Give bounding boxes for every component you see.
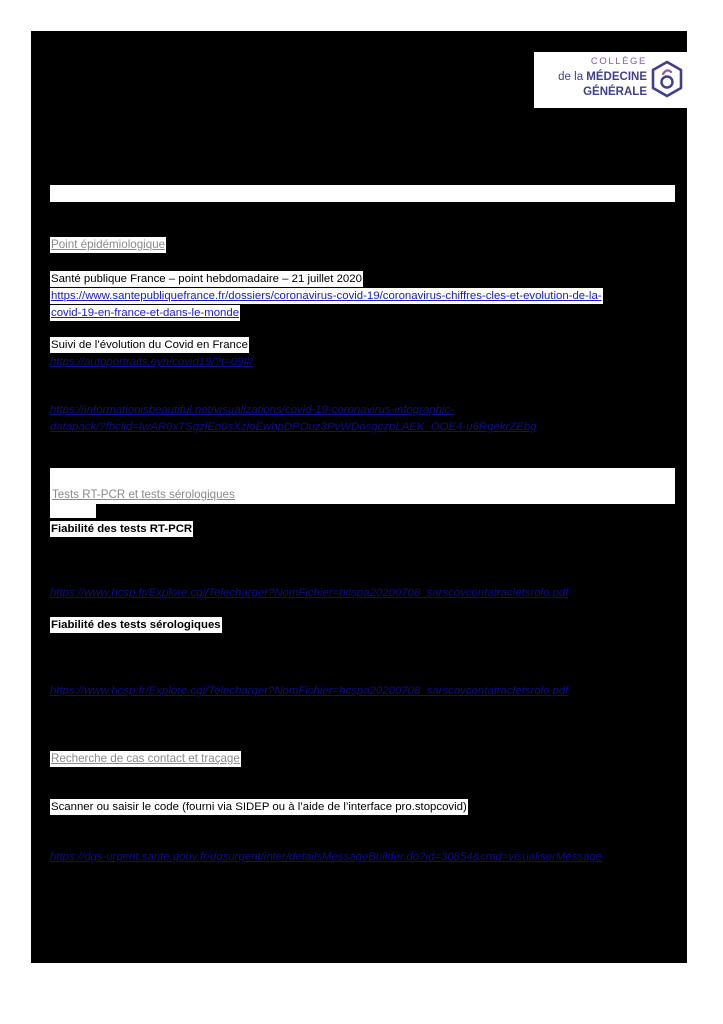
section-band-tab xyxy=(50,504,96,518)
logo-line-college: COLLÈGE xyxy=(590,56,647,67)
spf-link-line1[interactable]: https://www.santepubliquefrance.fr/dossiers/coronavirus-covid-19/coronavirus-chiffres-cles-et-evolution-de-la- xyxy=(51,290,602,302)
scan-instructions: Scanner ou saisir le code (fourni via SIDEP ou à l’aide de l’interface pro.stopcovid) xyxy=(51,801,467,813)
rtpcr-label: Fiabilité des tests RT-PCR xyxy=(51,523,193,535)
cmg-hexagon-logo-icon xyxy=(650,60,684,98)
iib-link-line2[interactable]: datapack/?fbclid=IwAR0xTSgzlEo0sXzioEwbpDPOuz3PvWDosgczpLAEK_OOE4-u6RgekrZEbg xyxy=(50,421,537,433)
dgs-link[interactable]: https://dgs-urgent.sante.gouv.fr/dgsurgent/inter/detailsMessageBuilder.do?id=30854&cmd=visualiserMessage xyxy=(50,851,603,863)
iib-link-line1[interactable]: https://informationisbeautiful.net/visualizations/covid-19-coronavirus-infographic- xyxy=(50,404,454,416)
suivi-link[interactable]: https://autoportraits.eyh/covid19/?t=09#/ xyxy=(50,356,253,368)
suivi-label: Suivi de l’évolution du Covid en France xyxy=(51,339,248,351)
header-band xyxy=(50,185,675,202)
spf-label: Santé publique France – point hebdomadaire – 21 juillet 2020 xyxy=(51,273,362,285)
section-heading-tests: Tests RT-PCR et tests sérologiques xyxy=(52,488,235,501)
rtpcr-link[interactable]: https://www.hcsp.fr/Explore.cgi/Telecharger?NomFichier=hcspa20200708_sarscovcontatracletsrolo.pdf xyxy=(50,587,569,599)
logo-line-generale: GÉNÉRALE xyxy=(583,86,647,98)
section-heading-epidemio: Point épidémiologique xyxy=(51,238,166,251)
sero-link[interactable]: https://www.hcsp.fr/Explore.cgi/Telecharger?NomFichier=hcspa20200708_sarscovcontatracletsrolo.pdf xyxy=(50,685,569,697)
sero-label: Fiabilité des tests sérologiques xyxy=(51,619,221,631)
document-page xyxy=(31,31,687,963)
college-medecine-generale-logo xyxy=(534,52,687,108)
section-heading-contact: Recherche de cas contact et traçage xyxy=(51,752,240,765)
logo-line-medecine-word: MÉDECINE xyxy=(586,71,647,83)
spf-link-line2[interactable]: covid-19-en-france-et-dans-le-monde xyxy=(51,307,240,319)
logo-line-prefix: de la xyxy=(558,71,587,83)
logo-line-medecine xyxy=(558,71,647,83)
